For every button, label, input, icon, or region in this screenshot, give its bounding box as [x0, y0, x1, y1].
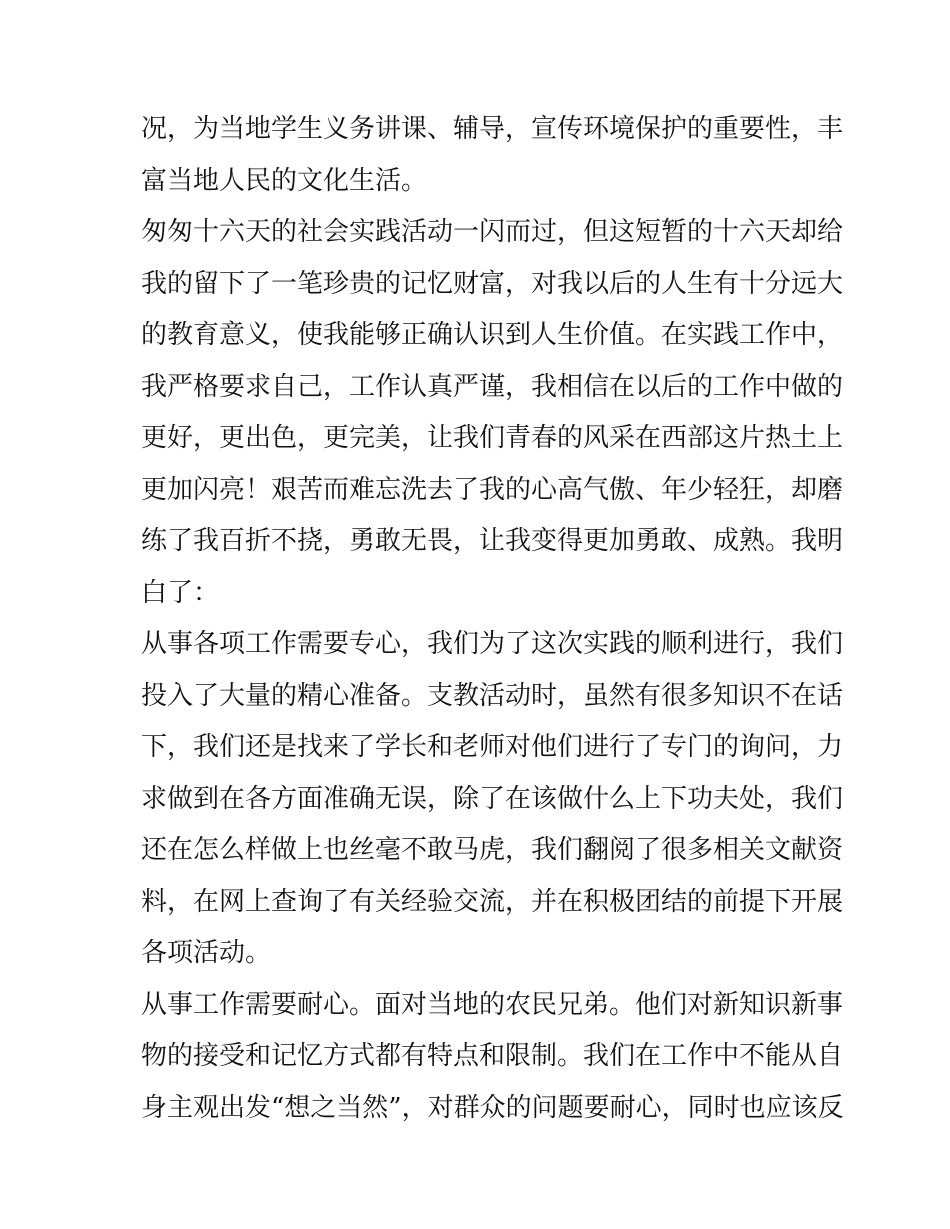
text-line: 练了我百折不挠，勇敢无畏，让我变得更加勇敢、成熟。我明	[141, 526, 844, 556]
text-line: 我严格要求自己，工作认真严谨，我相信在以后的工作中做的	[141, 371, 844, 402]
text-line: 身主观出发“想之当然”，对群众的问题要耐心，同时也应该反	[141, 1092, 844, 1123]
text-line: 我的留下了一笔珍贵的记忆财富，对我以后的人生有十分远大	[141, 268, 844, 299]
text-line: 富当地人民的文化生活。	[141, 165, 428, 196]
text-line: 投入了大量的精心准备。支教活动时，虽然有很多知识不在话	[141, 680, 844, 711]
text-line: 下，我们还是找来了学长和老师对他们进行了专门的询问，力	[141, 732, 844, 762]
text-line: 料，在网上查询了有关经验交流，并在积极团结的前提下开展	[141, 886, 844, 917]
text-line: 白了：	[141, 577, 220, 608]
text-line: 从事各项工作需要专心，我们为了这次实践的顺利进行，我们	[141, 629, 844, 659]
text-line: 求做到在各方面准确无误，除了在该做什么上下功夫处，我们	[141, 783, 844, 814]
text-line: 各项活动。	[141, 938, 272, 968]
text-line: 的教育意义，使我能够正确认识到人生价值。在实践工作中，	[141, 320, 844, 350]
text-line: 更加闪亮！艰苦而难忘洗去了我的心高气傲、年少轻狂，却磨	[141, 474, 844, 505]
text-line: 从事工作需要耐心。面对当地的农民兄弟。他们对新知识新事	[141, 989, 844, 1020]
text-line: 还在怎么样做上也丝毫不敢马虎，我们翻阅了很多相关文献资	[141, 835, 844, 865]
text-line: 匆匆十六天的社会实践活动一闪而过，但这短暂的十六天却给	[141, 217, 844, 247]
text-line: 更好，更出色，更完美，让我们青春的风采在西部这片热土上	[141, 423, 844, 453]
text-line: 物的接受和记忆方式都有特点和限制。我们在工作中不能从自	[141, 1041, 844, 1071]
text-line: 况，为当地学生义务讲课、辅导，宣传环境保护的重要性，丰	[141, 114, 844, 144]
body-text	[141, 104, 844, 1134]
